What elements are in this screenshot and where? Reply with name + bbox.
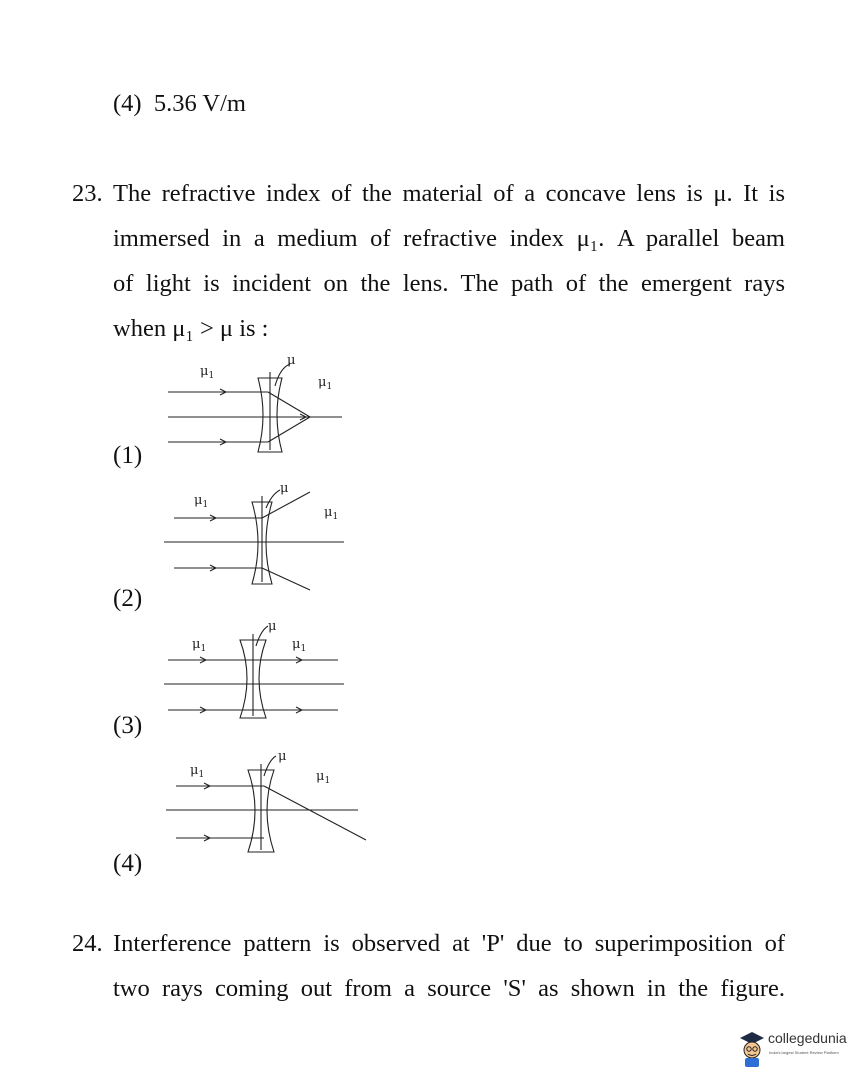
label-mu-lens: μ bbox=[268, 619, 277, 634]
ray-bottom-emergent bbox=[268, 417, 310, 442]
label-mu1-left: $\mu_1$ bbox=[194, 493, 209, 510]
label-mu1-left: $\mu_1$ bbox=[190, 763, 205, 780]
ray-top-emergent bbox=[264, 786, 366, 840]
question-24-number: 24. bbox=[72, 930, 103, 957]
label-mu-lens: μ bbox=[287, 353, 296, 368]
question-24-line-2: two rays coming out from a source 'S' as shown in the figure. bbox=[113, 975, 785, 1002]
option-1-diagram[interactable] bbox=[160, 350, 360, 465]
label-mu1-right: $\mu_1$ bbox=[324, 505, 339, 522]
question-24-line-1: Interference pattern is observed at 'P' due to superimposition of bbox=[113, 930, 785, 957]
label-mu-lens: μ bbox=[278, 749, 287, 764]
option-3-diagram[interactable] bbox=[160, 618, 360, 728]
question-23-line-3: of light is incident on the lens. The path of the emergent rays bbox=[113, 270, 785, 297]
option-3-label[interactable]: (3) bbox=[113, 712, 143, 739]
question-23-number: 23. bbox=[72, 180, 103, 207]
option-2-label[interactable]: (2) bbox=[113, 585, 143, 612]
label-mu1-right: $\mu_1$ bbox=[292, 637, 307, 654]
ray-top-emergent bbox=[268, 392, 310, 417]
question-23-line-4: when μ₁ > μ is : bbox=[113, 315, 269, 342]
watermark-tagline: India's largest Student Review Platform bbox=[769, 1050, 839, 1055]
prev-option-4 bbox=[113, 90, 246, 118]
label-mu1-right: $\mu_1$ bbox=[316, 769, 331, 786]
question-23-line-1: The refractive index of the material of a concave lens is μ. It is bbox=[113, 180, 785, 207]
option-2-diagram[interactable] bbox=[160, 478, 360, 593]
option-4-diagram[interactable] bbox=[160, 748, 370, 858]
option-4-label[interactable]: (4) bbox=[113, 850, 143, 877]
graduate-mascot-icon bbox=[738, 1028, 766, 1068]
leader-arrow bbox=[266, 490, 280, 508]
collegedunia-watermark bbox=[738, 1028, 858, 1072]
watermark-name: collegedunia bbox=[768, 1030, 847, 1046]
label-mu-lens: μ bbox=[280, 481, 289, 496]
ray-bottom-emergent bbox=[262, 568, 310, 590]
option-1-label[interactable]: (1) bbox=[113, 442, 143, 469]
prev-option-text: 5.36 V/m bbox=[153, 90, 246, 117]
question-23-line-2: immersed in a medium of refractive index μ₁. A parallel beam bbox=[113, 225, 785, 252]
label-mu1-left: $\mu_1$ bbox=[192, 637, 207, 654]
label-mu1-left: $\mu_1$ bbox=[200, 364, 215, 381]
leader-arrow bbox=[264, 756, 276, 776]
label-mu1-right: $\mu_1$ bbox=[318, 375, 333, 392]
leader-arrow bbox=[256, 626, 268, 646]
prev-option-label: (4) bbox=[113, 90, 142, 117]
